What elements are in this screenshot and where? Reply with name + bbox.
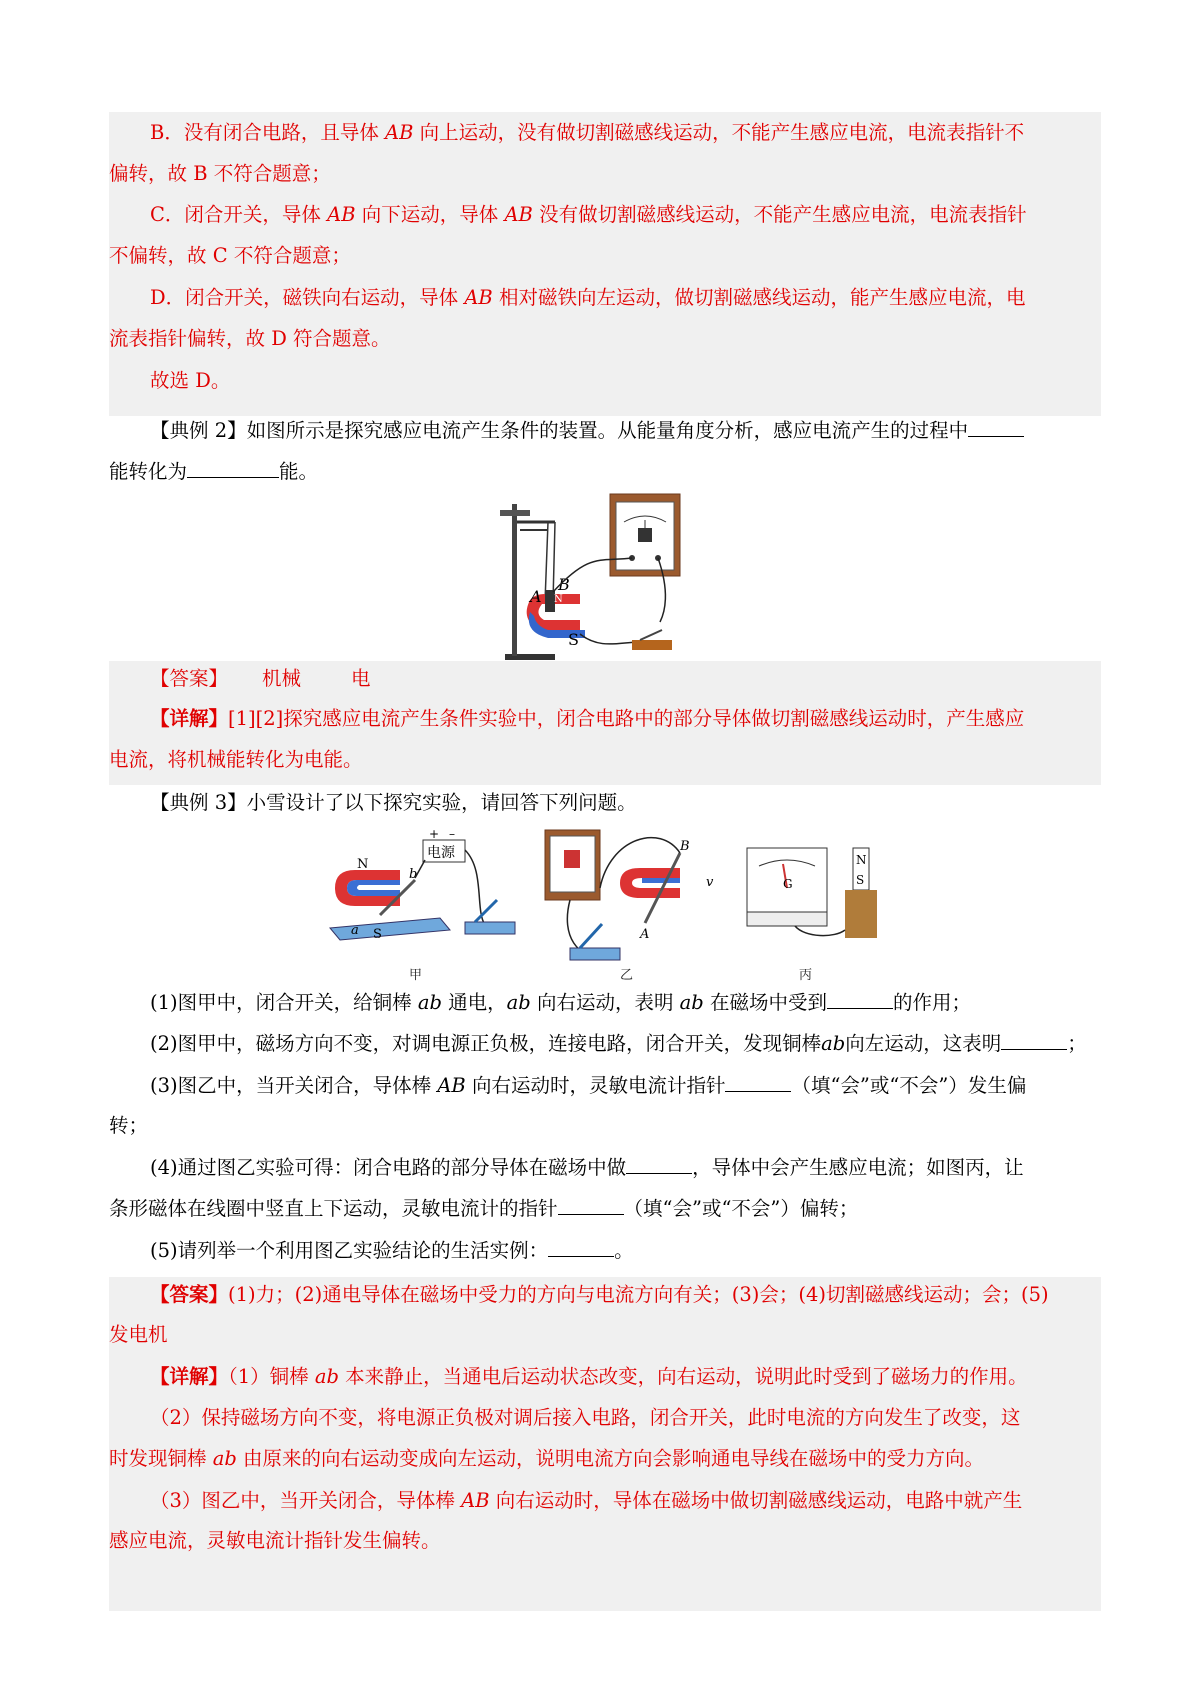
svg-text:N: N — [856, 853, 867, 867]
induction-apparatus-figure — [490, 492, 765, 662]
answer-blank[interactable] — [725, 1071, 791, 1092]
svg-text:+: + — [429, 830, 440, 841]
svg-text:v: v — [706, 875, 714, 890]
question-4-cont: 条形磁体在线圈中竖直上下运动，灵敏电流计的指针 （填“会”或“不会”）偏转； — [109, 1194, 1101, 1224]
question-3-cont: 转； — [109, 1114, 149, 1137]
example3-question: 【典例 3】小雪设计了以下探究实验，请回答下列问题。 — [150, 791, 637, 814]
example3-answer-cont: 发电机 — [109, 1323, 168, 1346]
example3-detail-3: （3）图乙中，当开关闭合，导体棒 AB 向右运动时，导体在磁场中做切割磁感线运动，电路中就产生 — [150, 1489, 1023, 1512]
question-4: (4)通过图乙实验可得：闭合电路的部分导体在磁场中做 ，导体中会产生感应电流；如图丙，让 — [109, 1153, 1101, 1183]
svg-text:S: S — [373, 927, 382, 942]
answer-blank[interactable] — [827, 988, 893, 1009]
answer-blank[interactable] — [187, 457, 279, 478]
power-label: 电源 — [427, 845, 455, 861]
svg-text:–: – — [449, 830, 455, 841]
label-B: B — [558, 575, 570, 594]
answer-blank[interactable] — [968, 416, 1024, 437]
solution-line: D．闭合开关，磁铁向右运动，导体 AB 相对磁铁向左运动，做切割磁感线运动，能产生感应电流，电 — [150, 286, 1026, 309]
question-2: (2)图甲中，磁场方向不变，对调电源正负极，连接电路，闭合开关，发现铜棒ab向左运动，这表明 ； — [109, 1029, 1101, 1059]
solution-line: B．没有闭合电路，且导体 AB 向上运动，没有做切割磁感线运动，不能产生感应电流，电流表指针不 — [150, 121, 1025, 144]
answer-blank[interactable] — [1001, 1029, 1067, 1050]
example2-question-cont: 能转化为 能。 — [109, 457, 1101, 487]
svg-text:G: G — [783, 877, 793, 891]
caption-jia: 甲 — [409, 968, 423, 983]
label-S: S — [568, 630, 579, 649]
example3-detail-3-cont: 感应电流，灵敏电流计指针发生偏转。 — [109, 1529, 441, 1552]
solution-line: 流表指针偏转，故 D 符合题意。 — [109, 327, 391, 350]
answer-blank[interactable] — [558, 1194, 624, 1215]
question-5: (5)请列举一个利用图乙实验结论的生活实例： 。 — [109, 1236, 1101, 1266]
example3-answer: 【答案】(1)力；(2)通电导体在磁场中受力的方向与电流方向有关；(3)会；(4)切割磁感线运动；会；(5) — [150, 1283, 1049, 1306]
figure-jia — [325, 830, 525, 950]
solution-line: 不偏转，故 C 不符合题意； — [109, 244, 351, 267]
answer-blank[interactable] — [626, 1153, 692, 1174]
label-N: N — [554, 594, 563, 605]
question-1: (1)图甲中，闭合开关，给铜棒 ab 通电，ab 向右运动，表明 ab 在磁场中受到 的作用； — [109, 988, 1101, 1018]
solution-line: C．闭合开关，导体 AB 向下运动，导体 AB 没有做切割磁感线运动，不能产生感应电流，电流表指针 — [150, 203, 1027, 226]
svg-text:B: B — [680, 839, 690, 854]
example2-detail: 【详解】[1][2]探究感应电流产生条件实验中，闭合电路中的部分导体做切割磁感线运动时，产生感应 — [150, 707, 1025, 730]
caption-bing: 丙 — [799, 968, 813, 983]
example3-detail-1: 【详解】（1）铜棒 ab 本来静止，当通电后运动状态改变，向右运动，说明此时受到了磁场力的作用。 — [150, 1365, 1028, 1388]
svg-text:N: N — [357, 857, 369, 872]
figure-yi — [540, 828, 730, 968]
question-3: (3)图乙中，当开关闭合，导体棒 AB 向右运动时，灵敏电流计指针 （填“会”或“不会”）发生偏 — [109, 1071, 1101, 1101]
svg-text:a: a — [351, 923, 359, 938]
figure-bing — [745, 838, 905, 948]
answer-blank[interactable] — [548, 1236, 614, 1257]
example2-detail-cont: 电流，将机械能转化为电能。 — [109, 748, 363, 771]
example3-detail-2-cont: 时发现铜棒 ab 由原来的向右运动变成向左运动，说明电流方向会影响通电导线在磁场中的受力方向。 — [109, 1447, 985, 1470]
svg-text:S: S — [856, 873, 865, 887]
solution-line: 偏转，故 B 不符合题意； — [109, 162, 331, 185]
svg-text:b: b — [409, 867, 418, 882]
label-A: A — [530, 587, 542, 606]
caption-yi: 乙 — [620, 968, 634, 983]
example2-question: 【典例 2】如图所示是探究感应电流产生条件的装置。从能量角度分析，感应电流产生的过程中 — [109, 416, 1101, 446]
example3-detail-2: （2）保持磁场方向不变，将电源正负极对调后接入电路，闭合开关，此时电流的方向发生了改变，这 — [150, 1406, 1021, 1429]
svg-text:A: A — [640, 927, 650, 942]
example2-answer: 【答案】 机械 电 — [150, 667, 371, 690]
solution-line: 故选 D。 — [150, 369, 231, 392]
